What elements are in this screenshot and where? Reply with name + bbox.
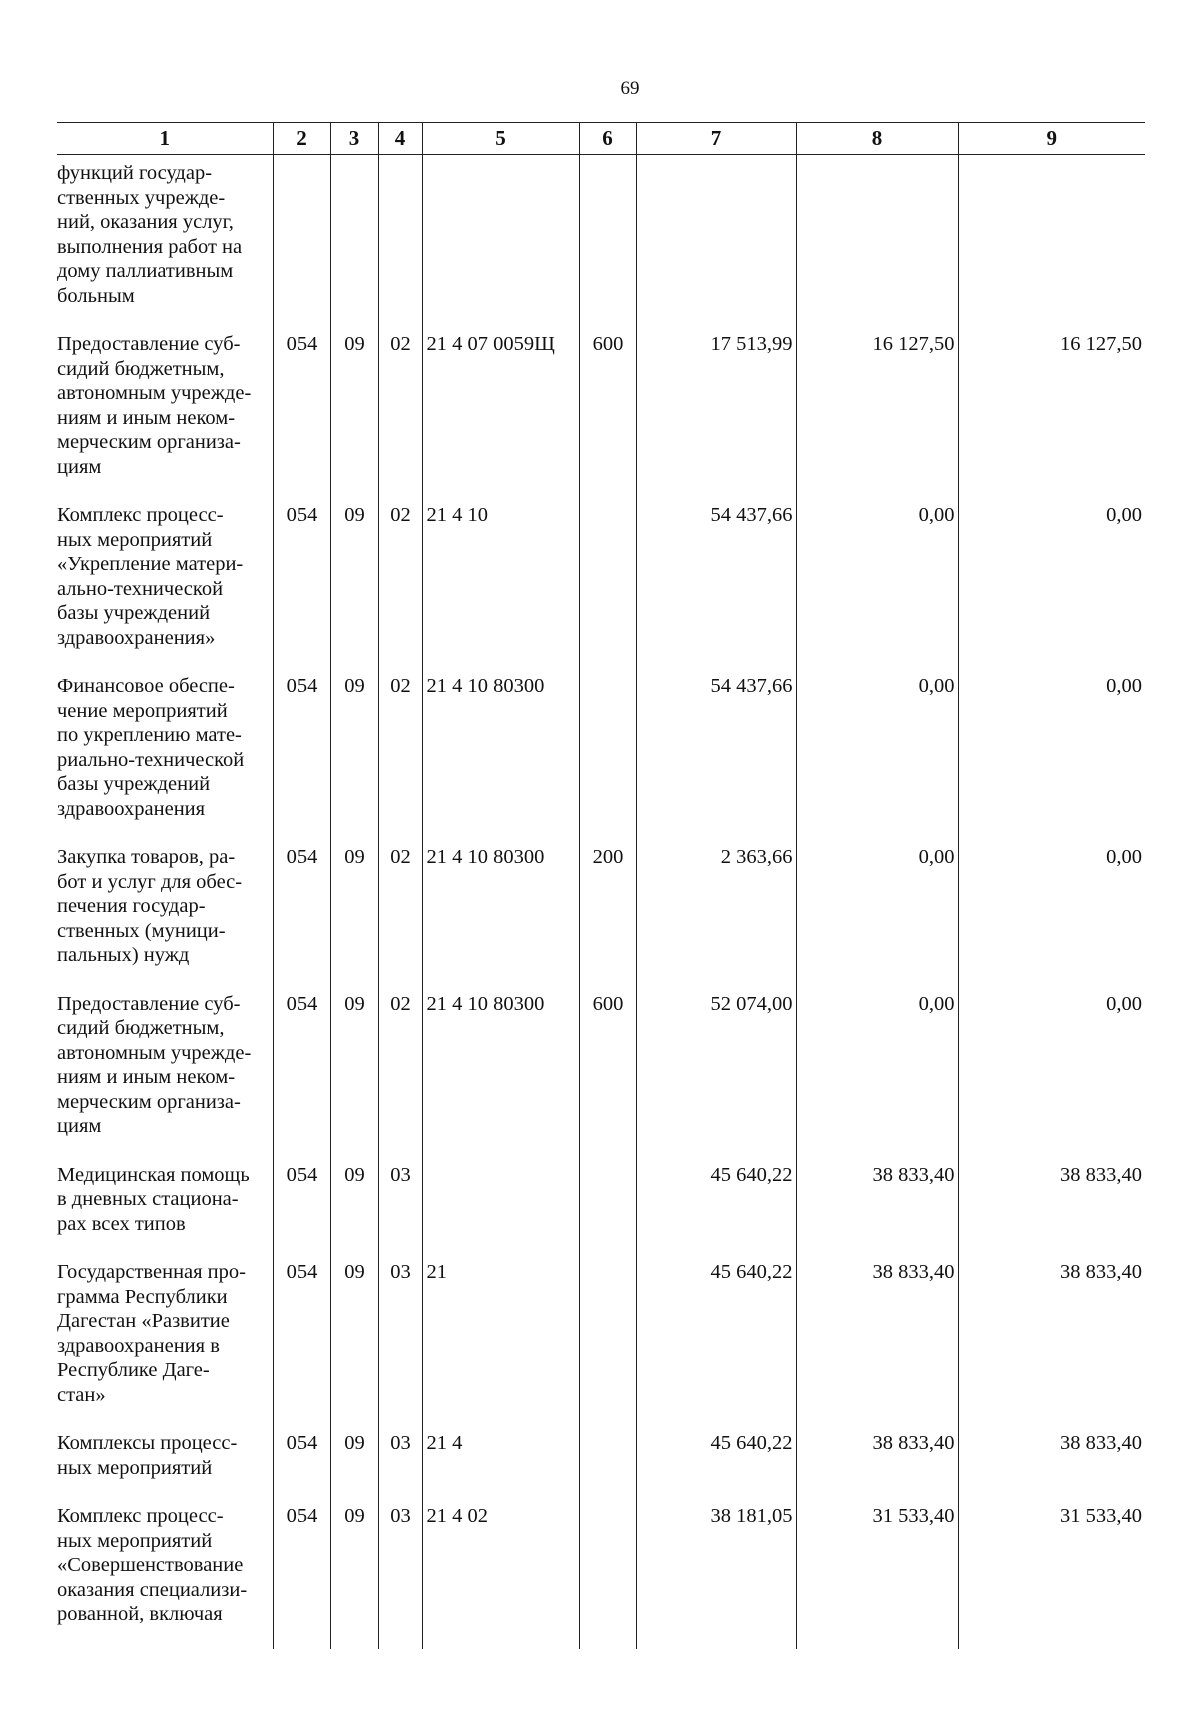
- header-col-3: 3: [330, 123, 378, 155]
- row-name: Закупка товаров, ра- бот и услуг для обес- печения государ- ственных (муници- пальных) нужд: [57, 846, 243, 966]
- table-row: [57, 326, 1145, 497]
- cell-subsection: 03: [378, 1254, 422, 1425]
- cell-amount-col9: 38 833,40: [958, 1157, 1145, 1255]
- cell-subsection: 03: [378, 1498, 422, 1649]
- header-col-7: 7: [636, 123, 796, 155]
- cell-amount-col7: 17 513,99: [636, 326, 796, 497]
- cell-target-article: 21 4 07 0059Щ: [422, 326, 579, 497]
- table-row: [57, 986, 1145, 1157]
- cell-subsection: 02: [378, 668, 422, 839]
- row-name: Предоставление суб- сидий бюджетным, автономным учрежде- ниям и иным неком- мерческим организа- циям: [57, 333, 252, 478]
- cell-expense-type: 600: [579, 986, 636, 1157]
- cell-expense-type: 600: [579, 326, 636, 497]
- cell-amount-col9: 0,00: [958, 497, 1145, 668]
- cell-target-article: [422, 155, 579, 327]
- cell-expense-type: [579, 1157, 636, 1255]
- cell-target-article: 21 4: [422, 1425, 579, 1498]
- row-name: Предоставление суб- сидий бюджетным, автономным учрежде- ниям и иным неком- мерческим организа- циям: [57, 992, 252, 1137]
- table-row: [57, 1498, 1145, 1649]
- cell-subsection: 02: [378, 497, 422, 668]
- header-col-2: 2: [273, 123, 330, 155]
- cell-amount-col7: 45 640,22: [636, 1254, 796, 1425]
- cell-amount-col9: [958, 155, 1145, 327]
- budget-table: [57, 122, 1145, 1649]
- table-body: [57, 155, 1145, 1649]
- row-name: Государственная про- грамма Республики Дагестан «Развитие здравоохранения в Республике Даге- стан»: [57, 1261, 246, 1406]
- row-name: Комплекс процесс- ных мероприятий «Совершенствование оказания специализи- рованной, включая: [57, 1505, 248, 1625]
- cell-target-article: [422, 1157, 579, 1255]
- cell-admin-code: 054: [273, 1498, 330, 1649]
- table-row: [57, 1254, 1145, 1425]
- row-name: Финансовое обеспе- чение мероприятий по укреплению мате- риально-технической базы учреждений здравоохранения: [57, 675, 245, 820]
- header-col-1: 1: [57, 123, 273, 155]
- cell-amount-col8: 38 833,40: [796, 1254, 958, 1425]
- cell-admin-code: 054: [273, 497, 330, 668]
- header-col-4: 4: [378, 123, 422, 155]
- row-name: Комплекс процесс- ных мероприятий «Укрепление матери- ально-технической базы учреждений здравоохранения»: [57, 504, 244, 649]
- cell-section: 09: [330, 1498, 378, 1649]
- row-name: Медицинская помощь в дневных стациона- рах всех типов: [57, 1163, 250, 1235]
- cell-amount-col8: 38 833,40: [796, 1157, 958, 1255]
- cell-amount-col9: 0,00: [958, 668, 1145, 839]
- cell-amount-col7: 52 074,00: [636, 986, 796, 1157]
- cell-section: [330, 155, 378, 327]
- cell-amount-col8: 16 127,50: [796, 326, 958, 497]
- cell-expense-type: 200: [579, 839, 636, 986]
- cell-amount-col7: 45 640,22: [636, 1157, 796, 1255]
- cell-section: 09: [330, 1425, 378, 1498]
- cell-amount-col8: 0,00: [796, 839, 958, 986]
- table-row: [57, 668, 1145, 839]
- cell-subsection: 02: [378, 326, 422, 497]
- cell-amount-col8: 38 833,40: [796, 1425, 958, 1498]
- cell-target-article: 21 4 02: [422, 1498, 579, 1649]
- cell-amount-col7: 54 437,66: [636, 497, 796, 668]
- cell-amount-col9: 0,00: [958, 839, 1145, 986]
- cell-amount-col9: 38 833,40: [958, 1254, 1145, 1425]
- cell-expense-type: [579, 155, 636, 327]
- table-row: [57, 1157, 1145, 1255]
- cell-target-article: 21: [422, 1254, 579, 1425]
- cell-amount-col7: 38 181,05: [636, 1498, 796, 1649]
- cell-amount-col8: 0,00: [796, 497, 958, 668]
- cell-amount-col9: 31 533,40: [958, 1498, 1145, 1649]
- cell-section: 09: [330, 326, 378, 497]
- cell-section: 09: [330, 497, 378, 668]
- table-row: [57, 839, 1145, 986]
- cell-expense-type: [579, 1254, 636, 1425]
- table-row: [57, 497, 1145, 668]
- cell-admin-code: 054: [273, 326, 330, 497]
- cell-amount-col7: 2 363,66: [636, 839, 796, 986]
- cell-amount-col8: 0,00: [796, 986, 958, 1157]
- cell-section: 09: [330, 1254, 378, 1425]
- cell-section: 09: [330, 839, 378, 986]
- cell-section: 09: [330, 986, 378, 1157]
- cell-expense-type: [579, 1498, 636, 1649]
- cell-amount-col7: 54 437,66: [636, 668, 796, 839]
- cell-target-article: 21 4 10: [422, 497, 579, 668]
- cell-expense-type: [579, 668, 636, 839]
- cell-expense-type: [579, 497, 636, 668]
- table-row: [57, 1425, 1145, 1498]
- row-name: функций государ- ственных учрежде- ний, оказания услуг, выполнения работ на дому паллиативным больным: [57, 162, 243, 307]
- cell-amount-col7: 45 640,22: [636, 1425, 796, 1498]
- cell-subsection: 03: [378, 1157, 422, 1255]
- cell-section: 09: [330, 668, 378, 839]
- cell-subsection: 02: [378, 839, 422, 986]
- cell-amount-col9: 0,00: [958, 986, 1145, 1157]
- cell-expense-type: [579, 1425, 636, 1498]
- cell-subsection: [378, 155, 422, 327]
- cell-admin-code: 054: [273, 839, 330, 986]
- cell-admin-code: 054: [273, 668, 330, 839]
- cell-amount-col9: 16 127,50: [958, 326, 1145, 497]
- cell-section: 09: [330, 1157, 378, 1255]
- cell-admin-code: 054: [273, 1254, 330, 1425]
- cell-amount-col9: 38 833,40: [958, 1425, 1145, 1498]
- header-col-6: 6: [579, 123, 636, 155]
- cell-admin-code: 054: [273, 1157, 330, 1255]
- header-col-5: 5: [422, 123, 579, 155]
- cell-target-article: 21 4 10 80300: [422, 986, 579, 1157]
- table-header: [57, 123, 1145, 155]
- page-number: 69: [620, 78, 640, 99]
- row-name: Комплексы процесс- ных мероприятий: [57, 1432, 238, 1479]
- cell-admin-code: 054: [273, 986, 330, 1157]
- cell-subsection: 03: [378, 1425, 422, 1498]
- cell-target-article: 21 4 10 80300: [422, 668, 579, 839]
- header-col-9: 9: [958, 123, 1145, 155]
- cell-target-article: 21 4 10 80300: [422, 839, 579, 986]
- cell-admin-code: 054: [273, 1425, 330, 1498]
- cell-amount-col8: 31 533,40: [796, 1498, 958, 1649]
- cell-amount-col7: [636, 155, 796, 327]
- cell-amount-col8: 0,00: [796, 668, 958, 839]
- cell-admin-code: [273, 155, 330, 327]
- cell-subsection: 02: [378, 986, 422, 1157]
- header-col-8: 8: [796, 123, 958, 155]
- table-row: [57, 155, 1145, 327]
- header-row: [57, 123, 1145, 155]
- cell-amount-col8: [796, 155, 958, 327]
